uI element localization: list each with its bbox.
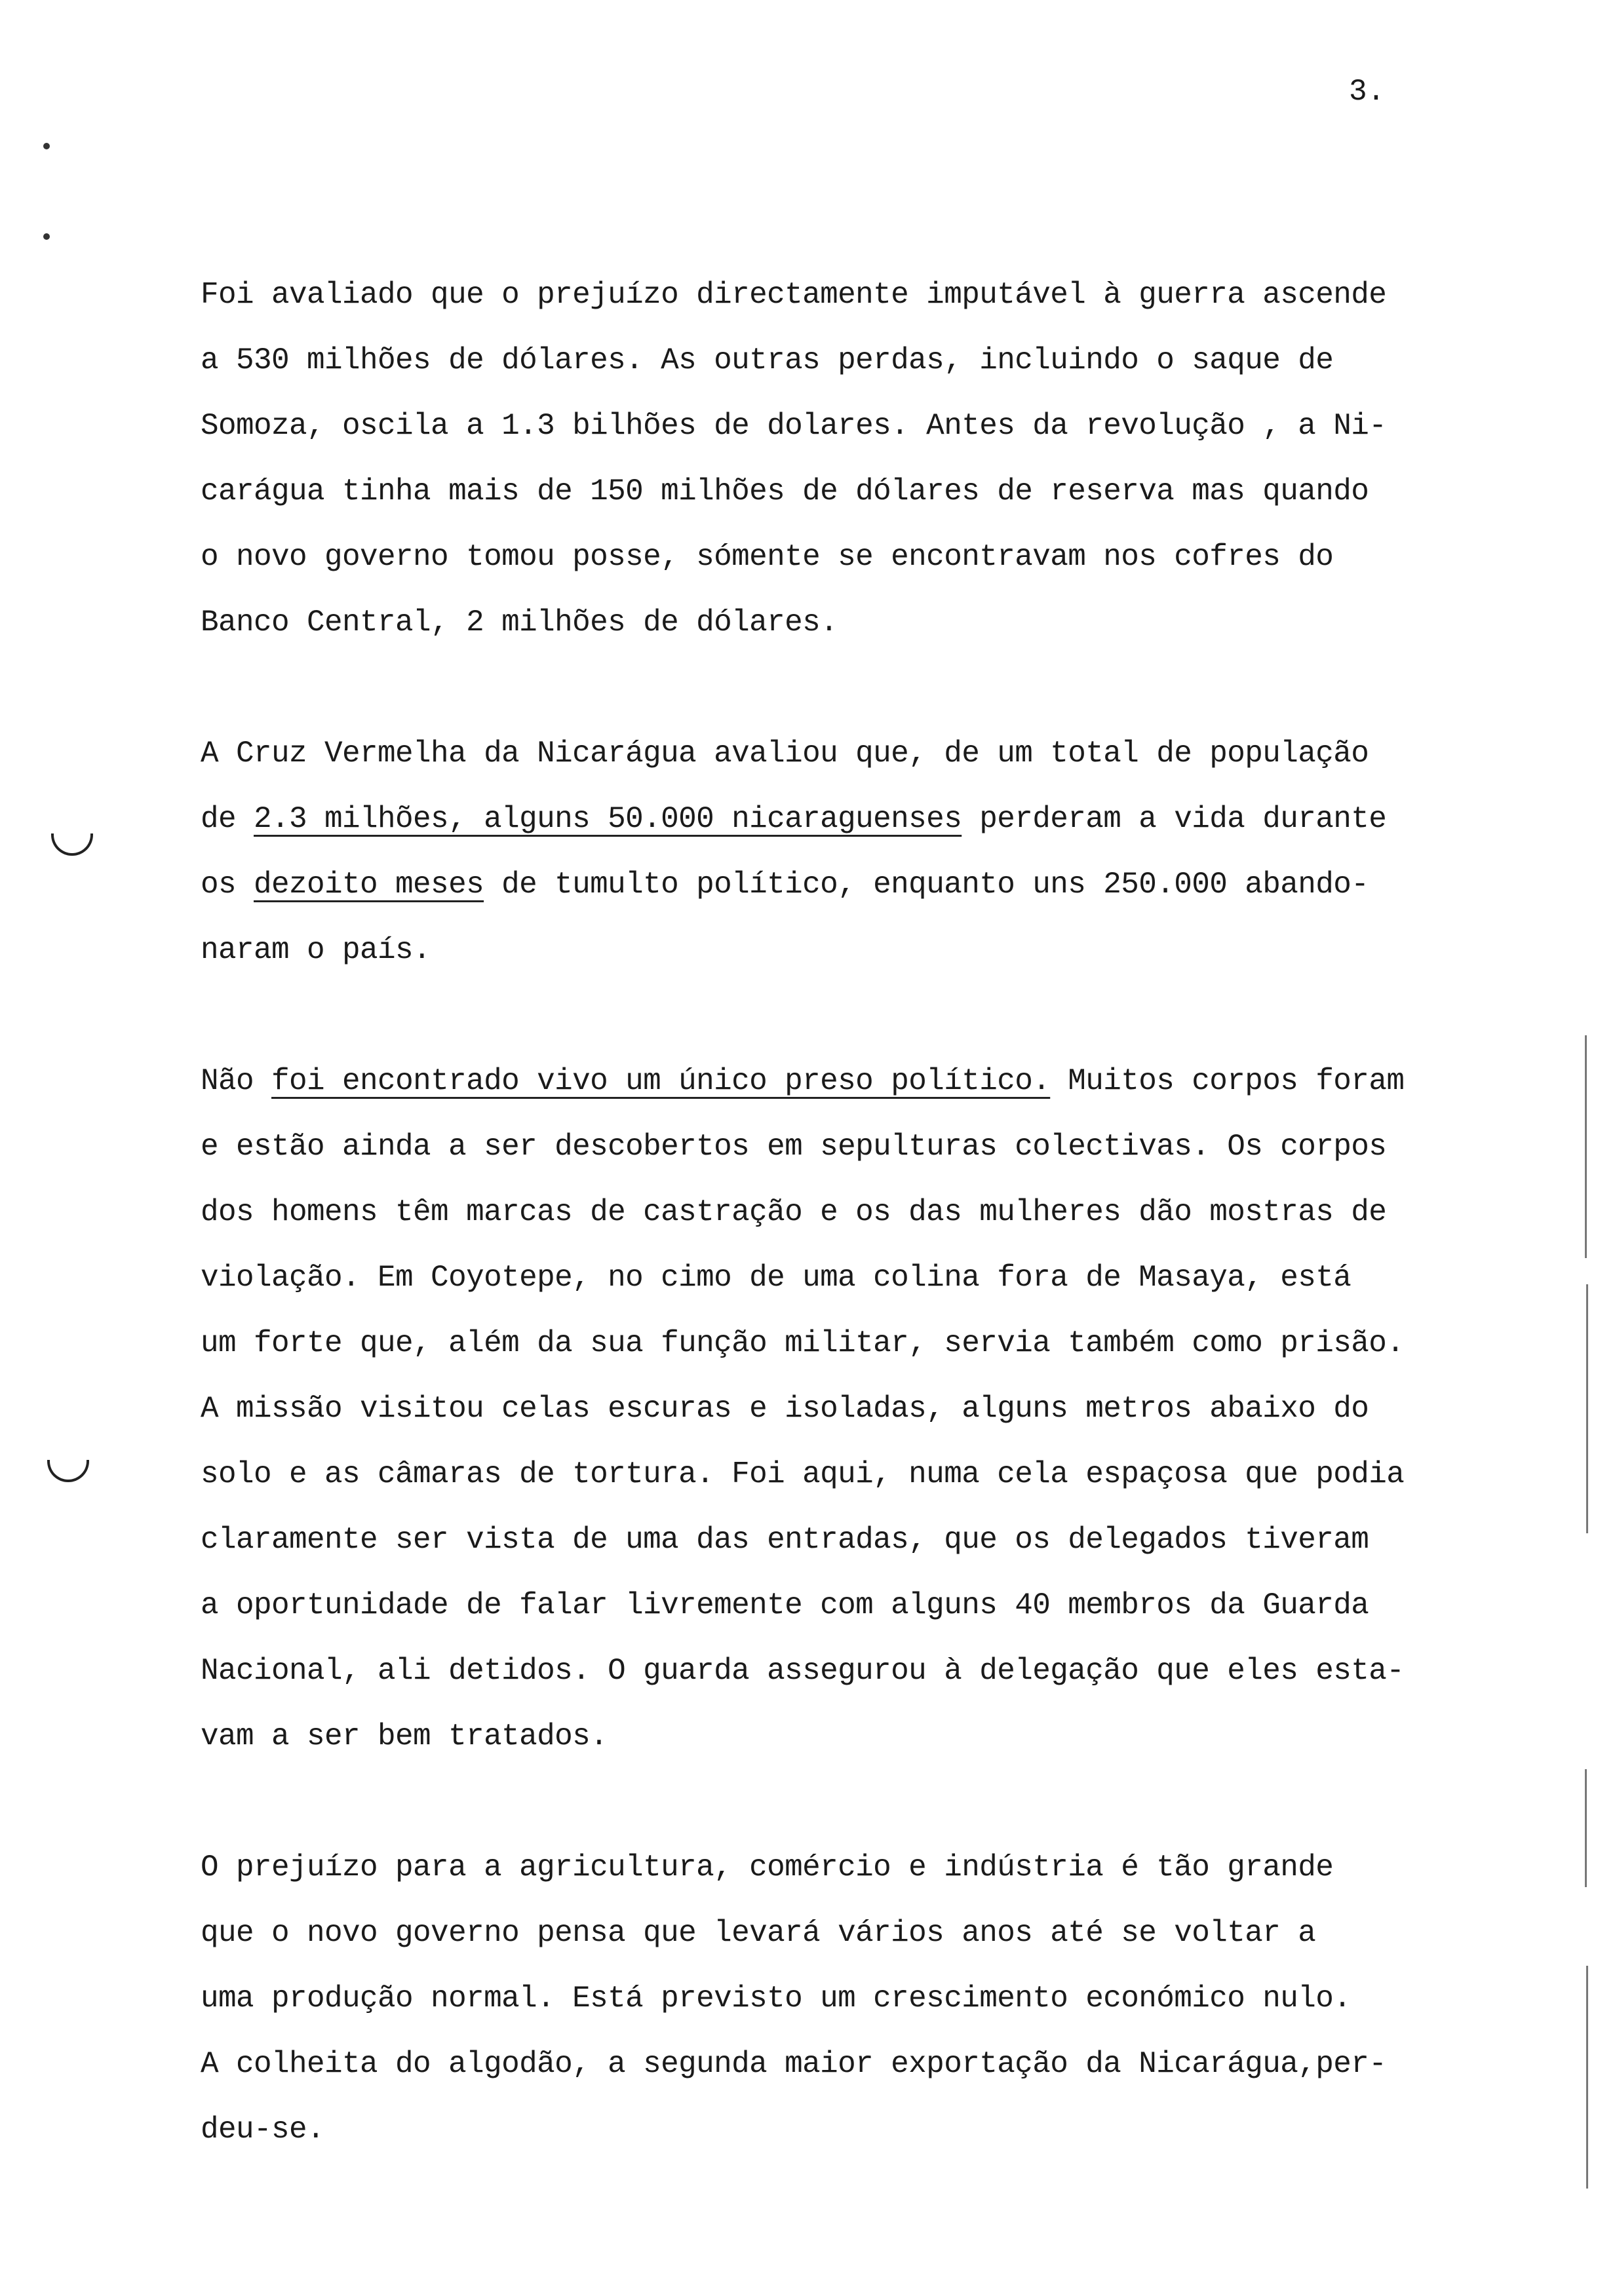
- text-line: deu-se.: [201, 2113, 325, 2147]
- text-line: um forte que, além da sua função militar, servia também como prisão.: [201, 1326, 1405, 1360]
- underlined-text: foi encontrado vivo um único preso político.: [271, 1064, 1051, 1098]
- underlined-text: dezoito meses: [254, 868, 484, 902]
- text-segment: Não: [201, 1064, 272, 1098]
- scan-edge-line: [1585, 1035, 1587, 1258]
- text-line: vam a ser bem tratados.: [201, 1719, 608, 1753]
- page-number: 3.: [1349, 75, 1386, 109]
- text-segment: os: [201, 868, 254, 902]
- text-segment: de tumulto político, enquanto uns 250.000 abando-: [484, 868, 1369, 902]
- text-line: naram o país.: [201, 933, 431, 967]
- text-line: [201, 1048, 1564, 1114]
- text-line: que o novo governo pensa que levará vários anos até se voltar a: [201, 1916, 1316, 1950]
- text-line: a oportunidade de falar livremente com alguns 40 membros da Guarda: [201, 1588, 1369, 1622]
- text-segment: Muitos corpos foram: [1050, 1064, 1405, 1098]
- text-line: carágua tinha mais de 150 milhões de dólares de reserva mas quando: [201, 474, 1369, 508]
- margin-dot: [43, 233, 50, 240]
- paragraph-war-losses: [201, 262, 1564, 655]
- text-line: [201, 852, 1564, 917]
- text-line: uma produção normal. Está previsto um crescimento económico nulo.: [201, 1981, 1352, 2016]
- margin-mark: [51, 833, 93, 856]
- text-line: [201, 786, 1564, 852]
- margin-dot: [43, 143, 50, 149]
- text-line: Foi avaliado que o prejuízo directamente imputável à guerra ascende: [201, 278, 1387, 312]
- paragraph-red-cross: [201, 721, 1564, 983]
- text-line: A missão visitou celas escuras e isoladas, alguns metros abaixo do: [201, 1392, 1369, 1426]
- text-line: Banco Central, 2 milhões de dólares.: [201, 605, 838, 640]
- margin-mark: [47, 1460, 89, 1482]
- paragraph-economy: [201, 1835, 1564, 2162]
- text-line: o novo governo tomou posse, sómente se encontravam nos cofres do: [201, 540, 1334, 574]
- underlined-text: 2.3 milhões, alguns 50.000 nicaraguenses: [254, 802, 962, 836]
- scan-edge-line: [1586, 1966, 1588, 2189]
- scan-edge-line: [1585, 1769, 1587, 1887]
- text-line: O prejuízo para a agricultura, comércio e indústria é tão grande: [201, 1850, 1334, 1885]
- text-line: Somoza, oscila a 1.3 bilhões de dolares. Antes da revolução , a Ni-: [201, 409, 1387, 443]
- text-line: A colheita do algodão, a segunda maior exportação da Nicarágua,per-: [201, 2047, 1387, 2081]
- text-line: dos homens têm marcas de castração e os das mulheres dão mostras de: [201, 1195, 1387, 1229]
- text-line: A Cruz Vermelha da Nicarágua avaliou que, de um total de população: [201, 737, 1369, 771]
- text-line: a 530 milhões de dólares. As outras perdas, incluindo o saque de: [201, 343, 1334, 377]
- text-line: solo e as câmaras de tortura. Foi aqui, numa cela espaçosa que podia: [201, 1457, 1405, 1491]
- text-line: violação. Em Coyotepe, no cimo de uma colina fora de Masaya, está: [201, 1261, 1352, 1295]
- scan-edge-line: [1586, 1284, 1588, 1533]
- text-line: e estão ainda a ser descobertos em sepulturas colectivas. Os corpos: [201, 1130, 1387, 1164]
- text-line: Nacional, ali detidos. O guarda assegurou à delegação que eles esta-: [201, 1654, 1405, 1688]
- paragraph-political-prisoners: [201, 1048, 1564, 1769]
- text-line: claramente ser vista de uma das entradas, que os delegados tiveram: [201, 1523, 1369, 1557]
- text-segment: de: [201, 802, 254, 836]
- text-segment: perderam a vida durante: [962, 802, 1387, 836]
